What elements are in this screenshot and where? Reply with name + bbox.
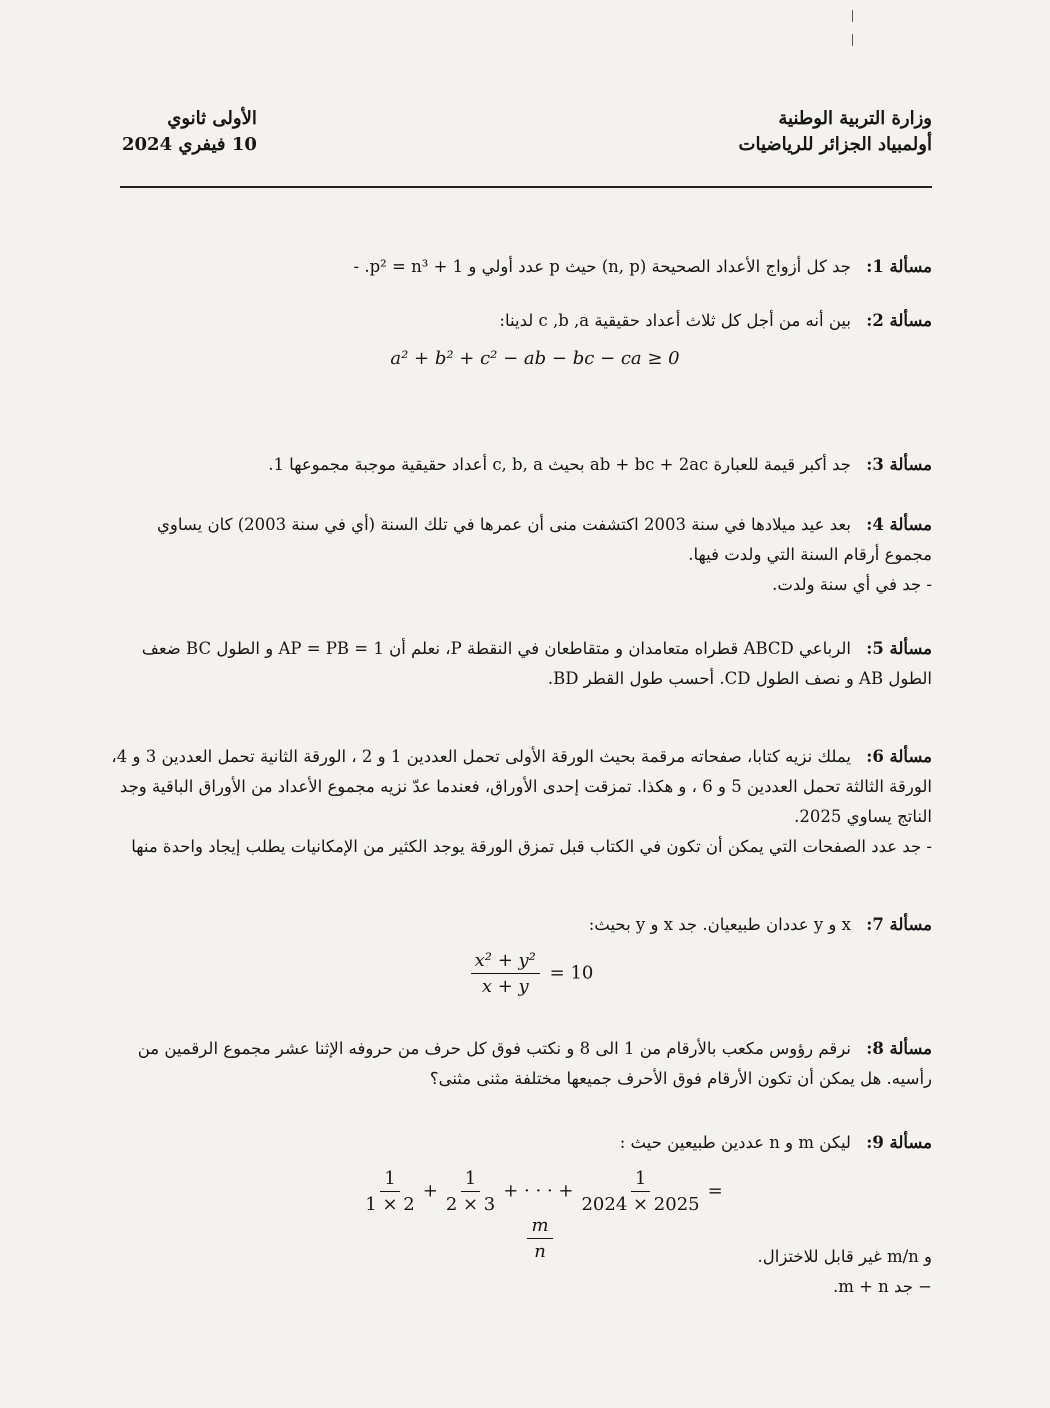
fraction-denominator: 1 × 2	[365, 1194, 415, 1215]
fraction	[471, 950, 540, 997]
problem-subtext: - جد في أي سنة ولدت.	[772, 575, 932, 594]
exam-level: الأولى ثانوي	[167, 108, 257, 129]
problem-9-conclusion	[632, 1242, 932, 1302]
problem-2-formula: a² + b² + c² − ab − bc − ca ≥ 0	[390, 348, 680, 369]
scan-mark	[852, 10, 853, 22]
problem-text: بعد عيد ميلادها في سنة 2003 اكتشفت منى أن عمرها في تلك السنة (أي في سنة 2003) كان يساوي مجموع أرقام السنة التي ولدت فيها.	[157, 515, 932, 564]
problem-note: و m/n غير قابل للاختزال.	[757, 1247, 932, 1266]
header-institution	[739, 106, 932, 158]
problem-5	[112, 634, 932, 694]
problem-label: مسألة 5:	[866, 639, 932, 658]
problem-label: مسألة 8:	[866, 1039, 932, 1058]
fraction	[577, 1168, 703, 1215]
problem-9	[332, 1128, 932, 1158]
problem-2	[332, 306, 932, 336]
fraction-numerator: 1	[380, 1168, 399, 1192]
problem-text: بين أنه من أجل كل ثلاث أعداد حقيقية c ,b ,a لدينا:	[499, 311, 851, 330]
fraction-denominator: 2 × 3	[445, 1194, 496, 1215]
fraction-numerator: m	[527, 1215, 552, 1239]
problem-text: الرباعي ABCD قطراه متعامدان و متقاطعان في النقطة P، نعلم أن AP = PB = 1 و الطول BC ضعف الطول AB و نصف الطول CD. أحسب طول القطر BD.	[141, 639, 932, 688]
olympiad-name: أولمبياد الجزائر للرياضيات	[738, 134, 932, 155]
fraction-denominator: x + y	[481, 976, 529, 997]
problem-4	[112, 510, 932, 600]
exam-date: 10 فيفري 2024	[122, 134, 257, 155]
problem-7	[332, 910, 932, 940]
fraction	[527, 1215, 552, 1262]
scan-mark	[852, 34, 853, 46]
problem-text: جد كل أزواج الأعداد الصحيحة (n, p) حيث p عدد أولي و p² = n³ + 1. -	[353, 257, 851, 276]
problem-text: x و y عددان طبيعيان. جد x و y بحيث:	[588, 915, 851, 934]
fraction	[442, 1168, 499, 1215]
fraction-denominator: n	[534, 1241, 546, 1262]
fraction-numerator: 1	[461, 1168, 480, 1192]
fraction-denominator: 2024 × 2025	[581, 1194, 700, 1215]
fraction	[361, 1168, 418, 1215]
problem-subtext: − جد m + n.	[832, 1277, 932, 1296]
problem-7-formula	[420, 950, 640, 997]
formula-rhs: = 10	[549, 962, 594, 984]
problem-9-formula: $\frac{1}{1 \times 2}$ + $\frac{1}{2 \times 3}$ + · · · + $\frac{1}{2024 \times 2025}$ = $\frac{m}{n}$	[350, 1168, 730, 1262]
problem-label: مسألة 2:	[866, 311, 932, 330]
problem-label: مسألة 7:	[866, 915, 932, 934]
problem-text: يملك نزيه كتابا، صفحاته مرقمة بحيث الورقة الأولى تحمل العددين 1 و 2 ، الورقة الثانية تحمل العددين 3 و 4، الورقة الثالثة تحمل العددين 5 و 6 ، و هكذا. تمزقت إحدى الأوراق، فعندما عدّ نزيه مجموع الأعداد من الأوراق الباقية وجد الناتج يساوي 2025.	[111, 747, 932, 826]
problem-label: مسألة 3:	[866, 455, 932, 474]
ellipsis: + · · · +	[503, 1180, 574, 1202]
problem-1	[292, 252, 932, 282]
problem-subtext: - جد عدد الصفحات التي يمكن أن تكون في الكتاب قبل تمزق الورقة يوجد الكثير من الإمكانيات يطلب إيجاد واحدة منها	[131, 837, 932, 856]
problem-label: مسألة 4:	[866, 515, 932, 534]
problem-label: مسألة 9:	[866, 1133, 932, 1152]
problem-8	[110, 1034, 932, 1094]
problem-text: جد أكبر قيمة للعبارة ab + bc + 2ac بحيث c, b, a أعداد حقيقية موجبة مجموعها 1.	[268, 455, 851, 474]
fraction-numerator: 1	[631, 1168, 650, 1192]
problem-label: مسألة 6:	[866, 747, 932, 766]
ministry-name: وزارة التربية الوطنية	[778, 108, 932, 129]
fraction-numerator: x² + y²	[471, 950, 540, 974]
problem-label: مسألة 1:	[866, 257, 932, 276]
header-exam-info	[122, 106, 257, 158]
problem-text: ليكن m و n عددين طبيعين حيث :	[619, 1133, 851, 1152]
header-divider	[120, 186, 932, 188]
problem-text: نرقم رؤوس مكعب بالأرقام من 1 الى 8 و نكتب فوق كل حرف من حروفه الإثنا عشر مجموع الرقمين من رأسيه. هل يمكن أن تكون الأرقام فوق الأحرف جميعها مختلفة مثنى مثنى؟	[137, 1039, 932, 1088]
problem-3	[252, 450, 932, 480]
problem-6	[110, 742, 932, 862]
